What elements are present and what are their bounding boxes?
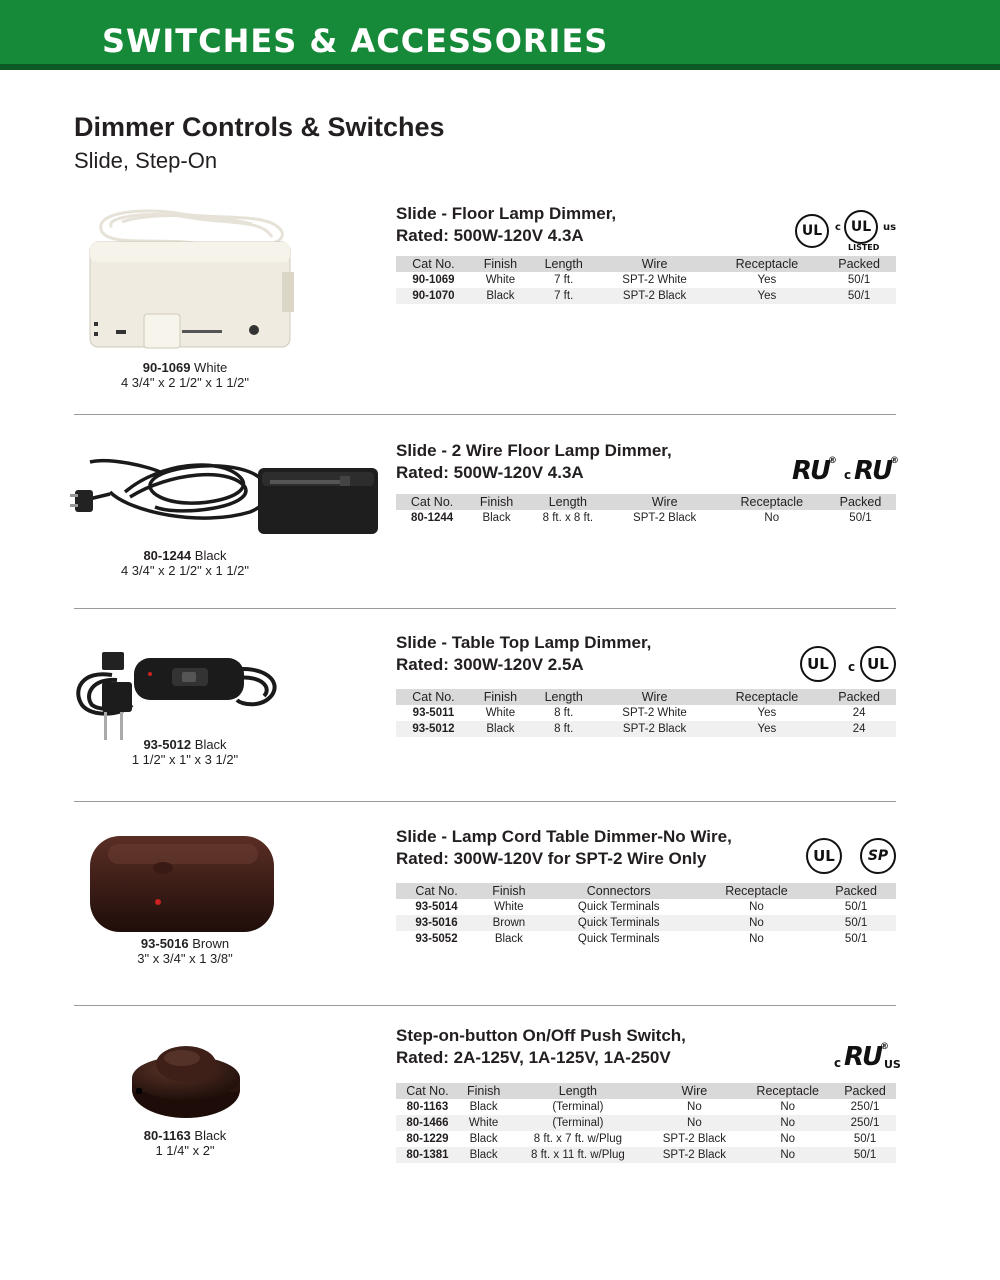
table-cell: No xyxy=(687,1101,702,1113)
table-cell: 50/1 xyxy=(844,901,868,913)
table-cell: Yes xyxy=(757,707,777,719)
cert-us-mark: us xyxy=(883,222,897,233)
table-cell: Black xyxy=(459,1147,508,1163)
registered-mark: ® xyxy=(890,456,899,466)
cert-c-mark: c xyxy=(844,468,852,482)
table-cell: 50/1 xyxy=(816,915,896,931)
product-title xyxy=(396,440,672,484)
column-header: Length xyxy=(530,689,598,705)
product-caption xyxy=(70,737,300,767)
section-divider xyxy=(74,608,896,609)
table-cell: 8 ft. x 11 ft. w/Plug xyxy=(508,1147,647,1163)
cert-c-mark: c xyxy=(835,222,841,233)
spec-table xyxy=(396,256,896,304)
caption-cat-no: 93-5016 xyxy=(140,936,189,951)
table-cell: No xyxy=(647,1115,741,1131)
table-cell: 50/1 xyxy=(847,274,871,286)
table-cell: 250/1 xyxy=(850,1101,880,1113)
table-cell: 8 ft. xyxy=(530,721,598,737)
product-title xyxy=(396,1025,686,1069)
column-header: Packed xyxy=(825,494,896,510)
table-cell: No xyxy=(749,901,764,913)
registered-mark: ® xyxy=(880,1042,889,1052)
table-cell: 80-1466 xyxy=(396,1115,459,1131)
column-header: Finish xyxy=(477,883,541,899)
product-title-line2: Rated: 500W-120V 4.3A xyxy=(396,463,584,482)
table-row xyxy=(396,931,896,947)
product-caption xyxy=(70,1128,300,1158)
table-cell: No xyxy=(780,1133,796,1145)
table-cell: 24 xyxy=(822,721,896,737)
column-header: Packed xyxy=(816,883,896,899)
column-header: Receptacle xyxy=(697,883,817,899)
product-title-line1: Slide - Table Top Lamp Dimmer, xyxy=(396,633,652,652)
table-cell: 90-1070 xyxy=(396,288,471,304)
table-cell: 8 ft. x 7 ft. w/Plug xyxy=(533,1133,622,1145)
table-cell: 50/1 xyxy=(849,512,872,524)
product-title xyxy=(396,203,616,247)
page-title: Dimmer Controls & Switches xyxy=(74,112,445,142)
table-cell: White xyxy=(485,707,516,719)
caption-dimensions: 3" x 3/4" x 1 3/8" xyxy=(137,951,233,966)
cert-us-mark: US xyxy=(884,1058,901,1071)
cul-mark: UL xyxy=(860,646,896,682)
cert-c-mark: c xyxy=(848,660,856,674)
table-cell: 80-1244 xyxy=(410,512,454,524)
caption-cat-no: 80-1163 xyxy=(143,1128,191,1143)
table-cell: 80-1229 xyxy=(406,1133,449,1145)
column-header: Packed xyxy=(834,1083,896,1099)
table-header-row xyxy=(396,256,896,272)
table-cell: White xyxy=(485,274,516,286)
column-header: Cat No. xyxy=(396,256,471,272)
table-row xyxy=(396,1131,896,1147)
table-cell: Black xyxy=(494,933,523,945)
ul-mark: UL xyxy=(806,838,842,874)
caption-color: Black xyxy=(191,548,227,563)
csa-mark: SP xyxy=(860,838,896,874)
table-row xyxy=(396,288,896,304)
ur-mark: RU xyxy=(844,1042,882,1072)
ul-logo xyxy=(800,646,900,684)
table-cell: Brown xyxy=(477,915,541,931)
ul-mark: UL xyxy=(800,646,836,682)
column-header: Wire xyxy=(597,256,711,272)
column-header: Length xyxy=(525,494,611,510)
product-title-line1: Step-on-button On/Off Push Switch, xyxy=(396,1026,686,1045)
ul-listed-logo xyxy=(795,210,900,255)
table-cell: 50/1 xyxy=(822,288,896,304)
product-title-line2: Rated: 300W-120V for SPT-2 Wire Only xyxy=(396,849,707,868)
column-header: Packed xyxy=(822,689,896,705)
cur-mark: RU xyxy=(854,456,892,486)
spec-table xyxy=(396,1083,896,1163)
table-cell: No xyxy=(780,1101,796,1113)
table-cell: Quick Terminals xyxy=(577,933,660,945)
table-cell: (Terminal) xyxy=(508,1115,647,1131)
table-cell: 24 xyxy=(852,707,866,719)
table-cell: 8 ft. x 8 ft. xyxy=(542,512,594,524)
table-cell: Quick Terminals xyxy=(541,915,697,931)
column-header: Receptacle xyxy=(712,256,823,272)
registered-mark: ® xyxy=(828,456,837,466)
table-row xyxy=(396,1099,896,1115)
table-header-row xyxy=(396,689,896,705)
cur-us-recognized-logo xyxy=(834,1042,904,1074)
table-cell: No xyxy=(741,1115,834,1131)
table-row xyxy=(396,1115,896,1131)
caption-dimensions: 4 3/4" x 2 1/2" x 1 1/2" xyxy=(120,375,250,390)
table-cell: SPT-2 White xyxy=(622,707,687,719)
cert-listed-mark: LISTED xyxy=(848,243,880,252)
column-header: Finish xyxy=(468,494,525,510)
table-cell: Black xyxy=(471,288,530,304)
table-cell: Yes xyxy=(757,274,777,286)
table-row xyxy=(396,1147,896,1163)
table-cell: 93-5052 xyxy=(415,933,458,945)
table-row xyxy=(396,510,896,526)
column-header: Wire xyxy=(611,494,719,510)
table-cell: 50/1 xyxy=(844,933,868,945)
product-title-line2: Rated: 300W-120V 2.5A xyxy=(396,655,584,674)
product-title xyxy=(396,632,651,676)
cul-mark: UL xyxy=(844,210,878,244)
column-header: Wire xyxy=(597,689,711,705)
table-top-lamp-dimmer-image xyxy=(72,650,292,742)
table-cell: White xyxy=(459,1115,508,1131)
column-header: Receptacle xyxy=(712,689,823,705)
page-subtitle: Slide, Step-On xyxy=(74,148,218,173)
table-cell: Black xyxy=(471,721,530,737)
product-title-line2: Rated: 2A-125V, 1A-125V, 1A-250V xyxy=(396,1048,671,1067)
table-header-row xyxy=(396,883,896,899)
caption-color: White xyxy=(190,360,228,375)
table-cell: 50/1 xyxy=(834,1147,896,1163)
column-header: Finish xyxy=(471,689,530,705)
step-on-push-switch-image xyxy=(130,1038,242,1120)
caption-dimensions: 1 1/2" x 1" x 3 1/2" xyxy=(131,752,239,767)
column-header: Cat No. xyxy=(396,883,477,899)
lamp-cord-table-dimmer-image xyxy=(88,834,276,934)
table-cell: SPT-2 Black xyxy=(597,288,711,304)
table-cell: 7 ft. xyxy=(554,274,574,286)
table-row xyxy=(396,705,896,721)
table-cell: 93-5011 xyxy=(412,707,455,719)
product-caption xyxy=(70,548,300,578)
table-cell: SPT-2 Black xyxy=(597,721,711,737)
table-cell: 8 ft. xyxy=(554,707,574,719)
column-header: Connectors xyxy=(541,883,697,899)
2-wire-floor-lamp-dimmer-image xyxy=(70,452,390,542)
spec-table xyxy=(396,883,896,947)
caption-cat-no: 93-5012 xyxy=(143,737,192,752)
column-header: Finish xyxy=(459,1083,508,1099)
table-cell: No xyxy=(741,1147,834,1163)
column-header: Finish xyxy=(471,256,530,272)
table-cell: Yes xyxy=(712,721,823,737)
column-header: Length xyxy=(508,1083,647,1099)
table-cell: Yes xyxy=(712,288,823,304)
table-cell: SPT-2 Black xyxy=(647,1147,741,1163)
table-cell: Black xyxy=(469,1101,498,1113)
spec-table xyxy=(396,494,896,526)
caption-dimensions: 1 1/4" x 2" xyxy=(155,1143,215,1158)
table-cell: 93-5014 xyxy=(415,901,458,913)
table-cell: White xyxy=(494,901,524,913)
ur-recognized-logo xyxy=(792,456,900,488)
table-cell: 50/1 xyxy=(853,1133,877,1145)
column-header: Cat No. xyxy=(396,494,468,510)
table-cell: No xyxy=(749,933,764,945)
column-header: Length xyxy=(530,256,598,272)
product-title-line1: Slide - Lamp Cord Table Dimmer-No Wire, xyxy=(396,827,732,846)
table-cell: No xyxy=(764,512,780,524)
product-title-line1: Slide - Floor Lamp Dimmer, xyxy=(396,204,617,223)
column-header: Wire xyxy=(647,1083,741,1099)
caption-cat-no: 80-1244 xyxy=(143,548,192,563)
cert-c-mark: c xyxy=(834,1056,842,1070)
ul-csa-logo xyxy=(806,838,902,876)
table-row xyxy=(396,915,896,931)
banner-title: SWITCHES & ACCESSORIES xyxy=(102,22,609,60)
table-cell: SPT-2 Black xyxy=(633,512,697,524)
column-header: Receptacle xyxy=(741,1083,834,1099)
table-row xyxy=(396,721,896,737)
column-header: Cat No. xyxy=(396,689,471,705)
table-cell: 80-1163 xyxy=(406,1101,449,1113)
table-cell: SPT-2 White xyxy=(622,274,687,286)
product-caption xyxy=(70,360,300,390)
column-header: Packed xyxy=(822,256,896,272)
table-cell: Black xyxy=(482,512,511,524)
caption-cat-no: 90-1069 xyxy=(142,360,191,375)
ul-mark: UL xyxy=(795,214,829,248)
floor-lamp-dimmer-image xyxy=(82,202,302,352)
table-cell: 80-1381 xyxy=(396,1147,459,1163)
section-divider xyxy=(74,414,896,415)
table-cell: 7 ft. xyxy=(530,288,598,304)
product-title-line2: Rated: 500W-120V 4.3A xyxy=(396,226,584,245)
table-cell: No xyxy=(697,915,817,931)
column-header: Receptacle xyxy=(719,494,825,510)
table-cell: Quick Terminals xyxy=(577,901,660,913)
table-row xyxy=(396,899,896,915)
table-cell: Black xyxy=(469,1133,498,1145)
ur-mark: RU xyxy=(792,456,830,486)
column-header: Cat No. xyxy=(396,1083,459,1099)
product-title xyxy=(396,826,732,870)
table-cell: 250/1 xyxy=(834,1115,896,1131)
section-divider xyxy=(74,1005,896,1006)
table-cell: 93-5016 xyxy=(396,915,477,931)
product-caption xyxy=(70,936,300,966)
product-title-line1: Slide - 2 Wire Floor Lamp Dimmer, xyxy=(396,441,672,460)
caption-dimensions: 4 3/4" x 2 1/2" x 1 1/2" xyxy=(120,563,250,578)
caption-color: Brown xyxy=(188,936,230,951)
section-divider xyxy=(74,801,896,802)
table-cell: 93-5012 xyxy=(396,721,471,737)
spec-table xyxy=(396,689,896,737)
table-row xyxy=(396,272,896,288)
table-header-row xyxy=(396,1083,896,1099)
caption-color: Black xyxy=(191,737,227,752)
header-banner xyxy=(0,0,1000,70)
table-cell: SPT-2 Black xyxy=(662,1133,727,1145)
caption-color: Black xyxy=(190,1128,227,1143)
table-cell: (Terminal) xyxy=(552,1101,604,1113)
table-header-row xyxy=(396,494,896,510)
table-cell: 90-1069 xyxy=(412,274,455,286)
